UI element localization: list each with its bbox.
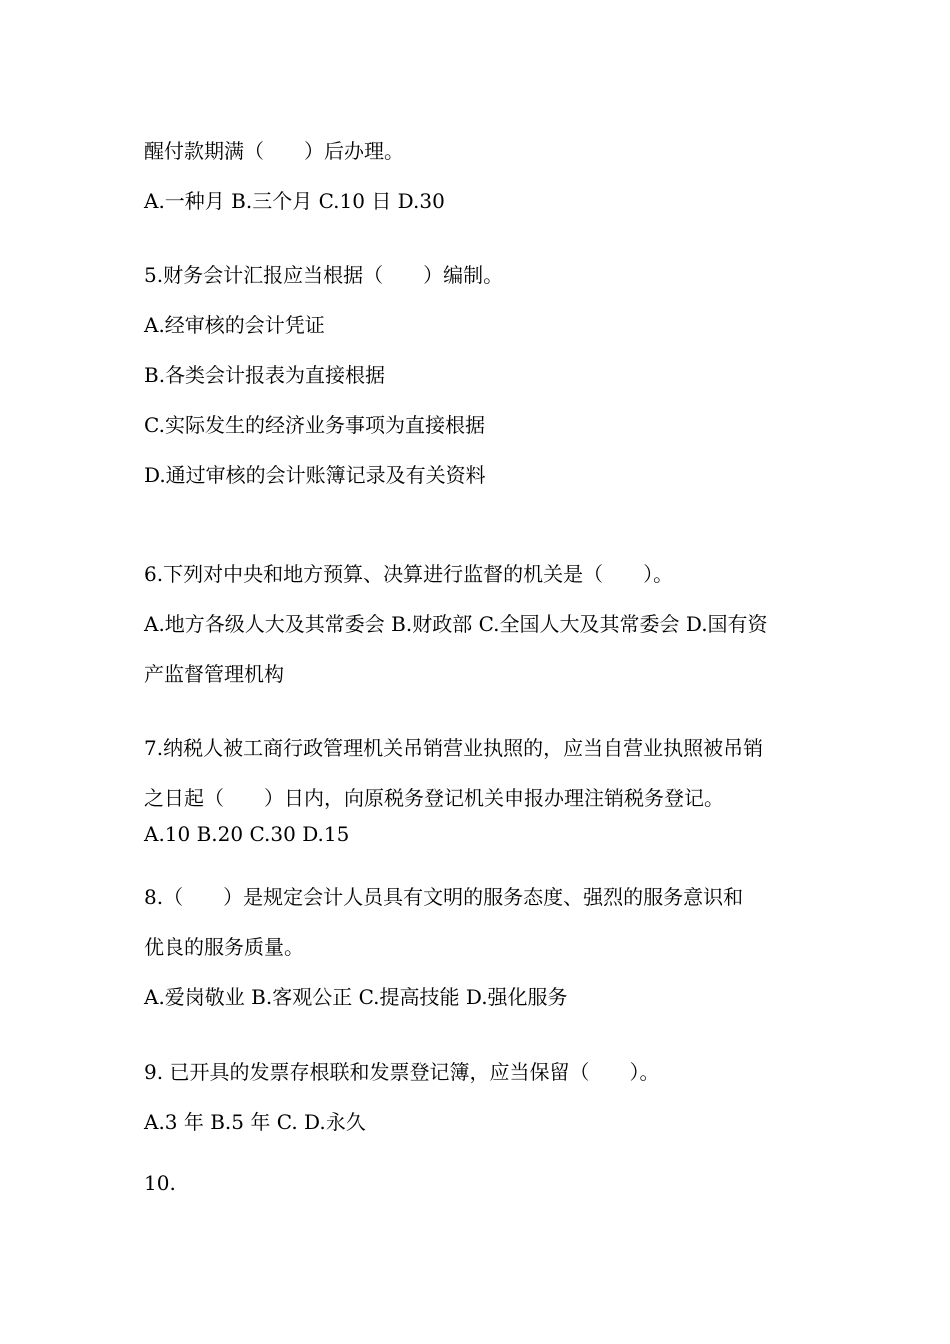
q6-stem: 6.下列对中央和地方预算、决算进行监督的机关是（ ）。 (144, 562, 674, 586)
q9-options: A.3 年 B.5 年 C. D.永久 (144, 1110, 366, 1134)
q8-options: A.爱岗敬业 B.客观公正 C.提高技能 D.强化服务 (144, 985, 568, 1009)
q10-stem: 10. (144, 1171, 176, 1195)
q9-stem: 9. 已开具的发票存根联和发票登记簿，应当保留（ ）。 (144, 1060, 660, 1084)
q5-option-b: B.各类会计报表为直接根据 (144, 363, 386, 387)
q8-stem-line1: 8.（ ）是规定会计人员具有文明的服务态度、强烈的服务意识和 (144, 885, 744, 909)
q8-stem-line2: 优良的服务质量。 (144, 935, 304, 959)
q6-options-line1: A.地方各级人大及其常委会 B.财政部 C.全国人大及其常委会 D.国有资 (144, 612, 768, 636)
q7-options: A.10 B.20 C.30 D.15 (144, 822, 350, 846)
q4-stem-tail: 醒付款期满（ ）后办理。 (144, 139, 404, 163)
q5-stem: 5.财务会计汇报应当根据（ ）编制。 (144, 263, 504, 287)
q5-option-a: A.经审核的会计凭证 (144, 313, 325, 337)
q5-option-d: D.通过审核的会计账簿记录及有关资料 (144, 463, 486, 487)
q5-option-c: C.实际发生的经济业务事项为直接根据 (144, 413, 485, 437)
q7-stem-line2: 之日起（ ）日内，向原税务登记机关申报办理注销税务登记。 (144, 786, 724, 810)
q7-stem-line1: 7.纳税人被工商行政管理机关吊销营业执照的，应当自营业执照被吊销 (144, 736, 764, 760)
q6-options-line2: 产监督管理机构 (144, 662, 284, 686)
q4-options: A.一种月 B.三个月 C.10 日 D.30 (144, 189, 445, 213)
